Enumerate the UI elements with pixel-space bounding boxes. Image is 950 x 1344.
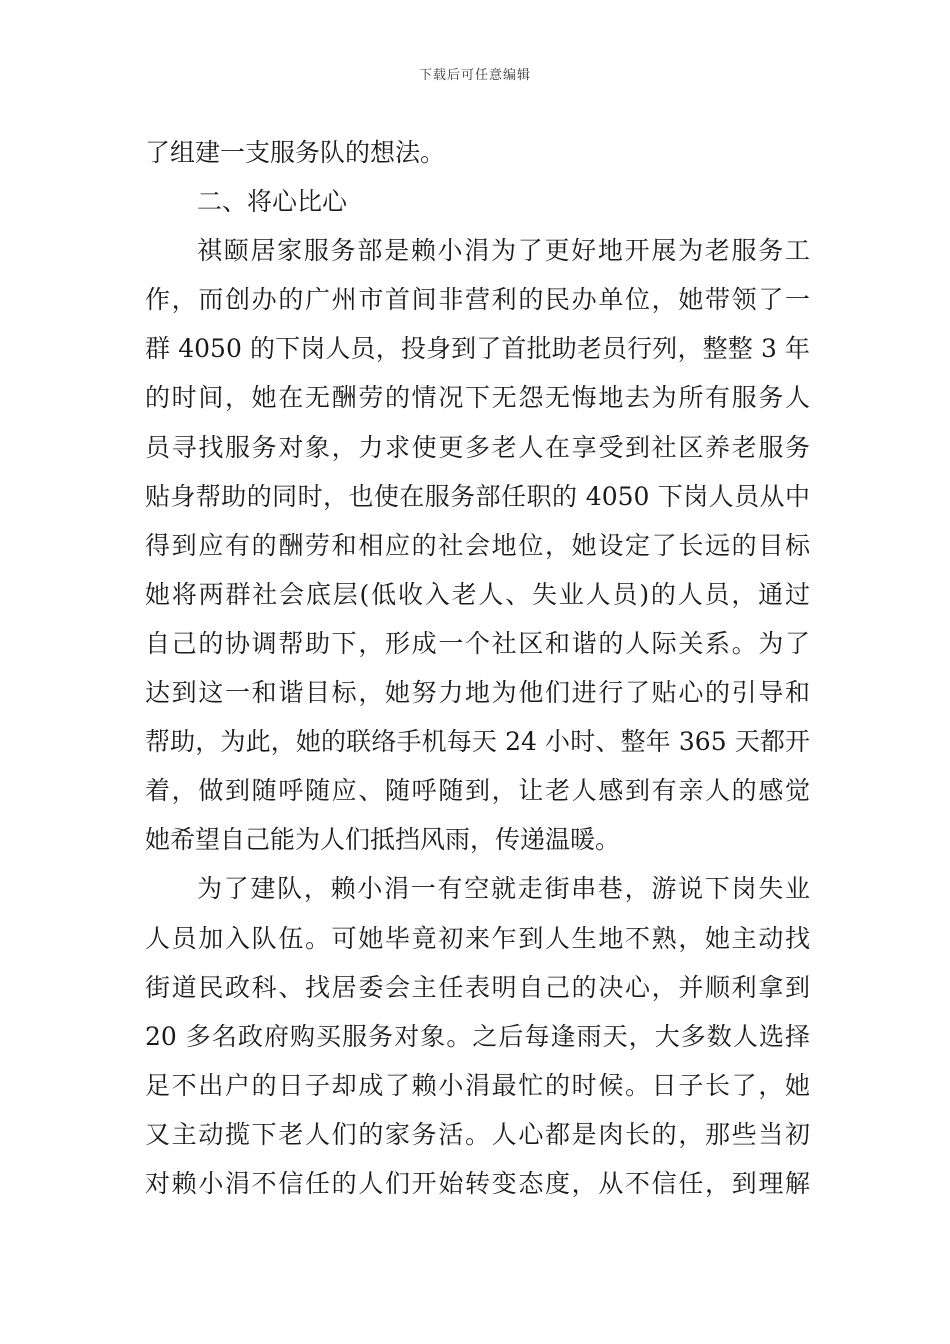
text-line: 了组建一支服务队的想法。 <box>145 138 446 167</box>
text-line: 自己的协调帮助下，形成一个社区和谐的人际关系。为了 <box>145 628 810 658</box>
text-line: 作，而创办的广州市首间非营利的民办单位，她带领了一 <box>145 285 810 315</box>
text-line: 又主动揽下老人们的家务活。人心都是肉长的，那些当初 <box>145 1119 810 1149</box>
text-line: 20 多名政府购买服务对象。之后每逢雨天，大多数人选择 <box>145 1021 810 1051</box>
text-line: 对赖小涓不信任的人们开始转变态度，从不信任，到理解 <box>145 1168 810 1198</box>
text-line: 员寻找服务对象，力求使更多老人在享受到社区养老服务 <box>145 432 810 462</box>
text-line: 祺颐居家服务部是赖小涓为了更好地开展为老服务工 <box>197 236 810 266</box>
text-line: 群 4050 的下岗人员，投身到了首批助老员行列，整整 3 年 <box>145 334 810 364</box>
text-line: 得到应有的酬劳和相应的社会地位，她设定了长远的目标 <box>145 530 810 560</box>
document-body <box>145 128 810 1208</box>
text-line: 足不出户的日子却成了赖小涓最忙的时候。日子长了，她 <box>145 1070 810 1100</box>
text-line: 为了建队，赖小涓一有空就走街串巷，游说下岗失业 <box>197 874 810 904</box>
text-line: 的时间，她在无酬劳的情况下无怨无悔地去为所有服务人 <box>145 383 810 413</box>
page-header-note: 下载后可任意编辑 <box>418 68 531 83</box>
text-line: 达到这一和谐目标，她努力地为他们进行了贴心的引导和 <box>145 678 810 708</box>
text-line: 着，做到随呼随应、随呼随到，让老人感到有亲人的感觉 <box>145 776 810 806</box>
text-line: 街道民政科、找居委会主任表明自己的决心，并顺利拿到 <box>145 972 810 1002</box>
text-line: 她希望自己能为人们抵挡风雨，传递温暖。 <box>145 825 621 855</box>
text-line: 帮助，为此，她的联络手机每天 24 小时、整年 365 天都开 <box>145 727 810 757</box>
text-line: 她将两群社会底层(低收入老人、失业人员)的人员，通过 <box>145 579 810 609</box>
text-line: 贴身帮助的同时，也使在服务部任职的 4050 下岗人员从中 <box>145 481 810 511</box>
text-line: 人员加入队伍。可她毕竟初来乍到人生地不熟，她主动找 <box>145 923 810 953</box>
section-heading: 二、将心比心 <box>197 187 348 217</box>
